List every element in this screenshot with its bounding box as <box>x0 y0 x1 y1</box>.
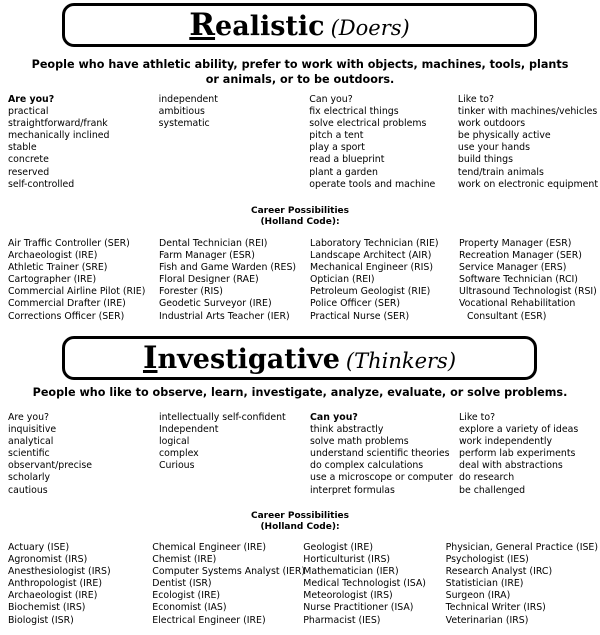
list-item: Electrical Engineer (IRE) <box>152 614 266 626</box>
realistic-careers <box>8 238 598 323</box>
list-item: solve electrical problems <box>309 118 427 130</box>
realistic-careers-col2 <box>159 238 310 323</box>
list-item: Actuary (ISE) <box>8 542 70 553</box>
investigative-career-title: Career Possibilities <box>250 511 350 521</box>
list-item: Medical Technologist (ISA) <box>303 578 426 590</box>
list-item: Property Manager (ESR) <box>459 238 572 249</box>
list-item: Pharmacist (IES) <box>303 614 381 626</box>
list-item: self-controlled <box>8 178 75 190</box>
list-item: operate tools and machine <box>309 178 436 190</box>
investigative-careers-col4 <box>446 542 598 627</box>
list-item: tinker with machines/vehicles <box>457 106 598 118</box>
list-item: Veterinarian (IRS) <box>445 614 529 626</box>
list-item: scholarly <box>8 472 51 484</box>
list-item: reserved <box>8 166 50 178</box>
list-item: systematic <box>158 118 210 130</box>
list-item: plant a garden <box>309 166 378 178</box>
investigative-traits-are-you <box>8 412 159 497</box>
list-item: Like to? <box>459 412 496 423</box>
list-item: complex <box>159 448 199 460</box>
list-item: build things <box>457 154 513 166</box>
list-item: Athletic Trainer (SRE) <box>8 262 108 274</box>
list-item: think abstractly <box>310 424 384 436</box>
list-item: solve math problems <box>310 436 409 448</box>
list-item: Landscape Architect (AIR) <box>310 250 432 262</box>
list-item: Practical Nurse (SER) <box>310 310 410 322</box>
list-item: Chemical Engineer (IRE) <box>152 542 267 553</box>
list-item: Service Manager (ERS) <box>459 262 567 274</box>
investigative-traits <box>8 412 598 497</box>
list-item: scientific <box>8 448 50 460</box>
realistic-careers-col4 <box>459 238 597 323</box>
list-item: practical <box>8 106 49 118</box>
realistic-title <box>189 7 325 43</box>
investigative-title-rest: nvestigative <box>157 344 340 375</box>
list-item: cautious <box>8 484 48 496</box>
list-item: Archaeologist (IRE) <box>8 250 98 262</box>
list-item: Software Technician (RCI) <box>459 274 578 286</box>
list-item: Computer Systems Analyst (IER) <box>152 566 306 578</box>
list-item: Anesthesiologist (IRS) <box>8 566 111 578</box>
list-item: logical <box>159 436 190 448</box>
list-item: concrete <box>8 154 49 166</box>
realistic-career-title: Career Possibilities <box>250 206 350 216</box>
investigative-careers-col2 <box>152 542 306 627</box>
list-item: read a blueprint <box>309 154 385 166</box>
investigative-title-box <box>62 336 537 380</box>
list-item: pitch a tent <box>309 130 364 142</box>
investigative-traits-more <box>159 412 310 497</box>
list-item: Curious <box>159 460 195 472</box>
investigative-careers-col1 <box>8 542 152 627</box>
list-item: Ecologist (IRE) <box>152 590 221 602</box>
list-item: Are you? <box>8 412 50 423</box>
list-item: Anthropologist (IRE) <box>8 578 102 590</box>
investigative-subtitle: (Thinkers) <box>345 349 457 373</box>
list-item: Petroleum Geologist (RIE) <box>310 286 431 298</box>
list-item: Biologist (ISR) <box>8 614 74 626</box>
list-item: Recreation Manager (SER) <box>459 250 582 262</box>
investigative-careers <box>8 542 598 627</box>
list-item: Research Analyst (IRC) <box>445 566 553 578</box>
list-item: Geologist (IRE) <box>303 542 374 553</box>
realistic-title-box <box>62 3 537 47</box>
list-item: Forester (RIS) <box>159 286 223 298</box>
list-item: Like to? <box>457 94 494 105</box>
list-item: observant/precise <box>8 460 93 472</box>
list-item: Ultrasound Technologist (RSI) <box>459 286 597 298</box>
list-item: Physician, General Practice (ISE) <box>445 542 598 553</box>
investigative-career-heading <box>200 511 400 533</box>
realistic-traits-like-to <box>458 94 598 191</box>
list-item: Surgeon (IRA) <box>445 590 511 602</box>
list-item: Statistician (IRE) <box>445 578 524 590</box>
list-item: Floral Designer (RAE) <box>159 274 259 286</box>
list-item: Police Officer (SER) <box>310 298 401 310</box>
list-item: Chemist (IRE) <box>152 554 217 566</box>
list-item: understand scientific theories <box>310 448 450 460</box>
list-item: Optician (REI) <box>310 274 375 286</box>
list-item: Biochemist (IRS) <box>8 602 86 614</box>
list-item: explore a variety of ideas <box>459 424 579 436</box>
list-item: Industrial Arts Teacher (IER) <box>159 310 290 322</box>
investigative-career-subtitle: (Holland Code): <box>260 522 340 532</box>
list-item: Commercial Airline Pilot (RIE) <box>8 286 146 298</box>
list-item: play a sport <box>309 142 365 154</box>
list-item: intellectually self-confident <box>159 412 286 423</box>
list-item: Technical Writer (IRS) <box>445 602 546 614</box>
list-item: Can you? <box>309 94 353 105</box>
list-item: Laboratory Technician (RIE) <box>310 238 439 249</box>
list-item: work outdoors <box>457 118 526 130</box>
list-item: mechanically inclined <box>8 130 110 142</box>
list-item: be physically active <box>457 130 551 142</box>
investigative-title-initial: I <box>142 340 158 376</box>
list-item: Independent <box>159 424 219 436</box>
list-item: Horticulturist (IRS) <box>303 554 391 566</box>
investigative-traits-can-you <box>310 412 459 497</box>
list-item: work independently <box>459 436 553 448</box>
list-item: stable <box>8 142 37 154</box>
list-item: deal with abstractions <box>459 460 563 472</box>
realistic-traits-are-you <box>8 94 159 191</box>
list-item: Commercial Drafter (IRE) <box>8 298 126 310</box>
realistic-title-rest: ealistic <box>215 11 325 42</box>
investigative-tagline: People who like to observe, learn, investigate, analyze, evaluate, or solve problems. <box>32 386 568 399</box>
realistic-traits-more <box>159 94 310 191</box>
list-item: use a microscope or computer <box>310 472 453 484</box>
list-item: inquisitive <box>8 424 57 436</box>
list-item: Nurse Practitioner (ISA) <box>303 602 414 614</box>
list-item: Dentist (ISR) <box>152 578 212 590</box>
investigative-traits-like-to <box>459 412 578 497</box>
list-item: Economist (IAS) <box>152 602 227 614</box>
list-item: Psychologist (IES) <box>445 554 529 566</box>
list-item: interpret formulas <box>310 484 395 496</box>
list-item: Meteorologist (IRS) <box>303 590 393 602</box>
list-item: tend/train animals <box>457 166 544 178</box>
list-item: Cartographer (IRE) <box>8 274 97 286</box>
realistic-traits-can-you <box>309 94 458 191</box>
list-item: Farm Manager (ESR) <box>159 250 255 262</box>
list-item: independent <box>158 94 218 105</box>
realistic-career-heading <box>200 206 400 228</box>
list-item: analytical <box>8 436 54 448</box>
realistic-careers-col1 <box>8 238 159 323</box>
list-item: Archaeologist (IRE) <box>8 590 98 602</box>
realistic-traits <box>8 94 598 191</box>
list-item: fix electrical things <box>309 106 399 118</box>
list-item: Dental Technician (REI) <box>159 238 268 249</box>
list-item: Air Traffic Controller (SER) <box>8 238 130 249</box>
investigative-title <box>142 340 340 376</box>
list-item: be challenged <box>459 484 526 496</box>
realistic-title-initial: R <box>189 7 216 43</box>
list-item: straightforward/frank <box>8 118 108 130</box>
list-item: use your hands <box>457 142 531 154</box>
list-item: Fish and Game Warden (RES) <box>159 262 297 274</box>
list-item: Geodetic Surveyor (IRE) <box>159 298 272 310</box>
realistic-career-subtitle: (Holland Code): <box>260 217 340 227</box>
realistic-subtitle: (Doers) <box>330 16 410 40</box>
list-item: Vocational Rehabilitation <box>459 298 576 310</box>
list-item: Corrections Officer (SER) <box>8 310 125 322</box>
list-item: do research <box>459 472 515 484</box>
realistic-careers-col3 <box>310 238 459 323</box>
list-item: work on electronic equipment <box>457 178 599 190</box>
list-item: ambitious <box>158 106 205 118</box>
list-item: perform lab experiments <box>459 448 576 460</box>
list-item: Agronomist (IRS) <box>8 554 88 566</box>
investigative-careers-col3 <box>303 542 445 627</box>
list-item: Can you? <box>310 412 358 423</box>
list-item: do complex calculations <box>310 460 424 472</box>
list-item: Consultant (ESR) <box>467 310 547 322</box>
list-item: Mathematician (IER) <box>303 566 399 578</box>
list-item: Are you? <box>8 94 55 105</box>
realistic-tagline: People who have athletic ability, prefer to work with objects, machines, tools, plants or animals, or to be outdoors. <box>31 58 569 86</box>
list-item: Mechanical Engineer (RIS) <box>310 262 434 274</box>
